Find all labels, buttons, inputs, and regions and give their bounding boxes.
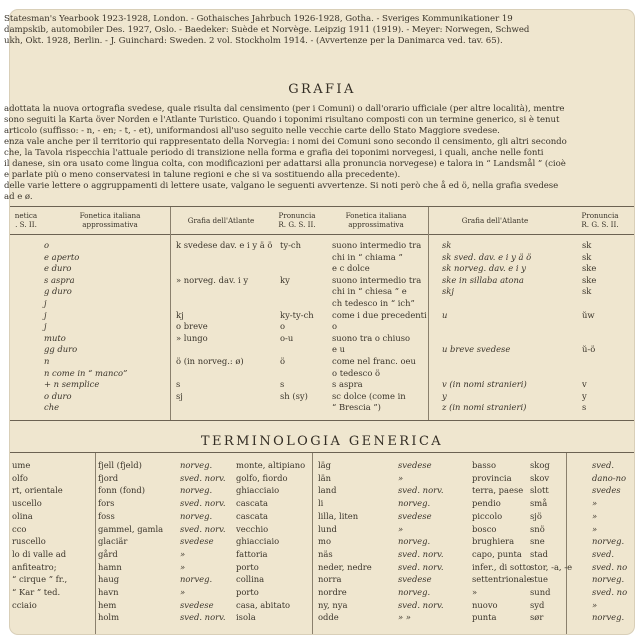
term-meaning: punta (472, 612, 497, 623)
table-header: netica . S. II. (14, 211, 38, 229)
grafia-title: GRAFIA (288, 82, 356, 97)
term-word: små (530, 498, 548, 509)
term-word: glaciär (98, 536, 128, 547)
term-word: lilla, liten (318, 510, 359, 521)
grafia-text-line: e parlate più o meno conservatesi in talune regioni e che si va sostituendo alla precedente). (4, 170, 401, 180)
table-cell: sc dolce (come in (332, 390, 406, 401)
term-meaning: ghiacciaio (236, 536, 280, 547)
term-language: norveg. (398, 587, 431, 597)
table-cell: v (582, 379, 587, 390)
term-word: gård (98, 548, 118, 559)
document-page (4, 10, 634, 634)
term-word: neder, nedre (318, 561, 372, 572)
terminology-column-rule (312, 453, 313, 634)
term-language: svedese (398, 460, 432, 470)
term-meaning: olfo (12, 472, 28, 483)
term-word: sør (530, 612, 544, 623)
term-meaning: brughiera (472, 536, 515, 547)
terminology-column-rule (566, 453, 567, 634)
term-language: sved. norv. (398, 599, 444, 610)
term-meaning: ume (12, 460, 31, 470)
reference-line: ukh, Okt. 1928, Berlin. - J. Guinchard: Sweden. 2 vol. Stockholm 1914. - (Avvertenze per la Danimarca ved. tav. 65). (4, 36, 503, 46)
term-language: sved. norv. (398, 561, 444, 572)
term-language: svedes (592, 485, 621, 496)
term-word: hamn (98, 561, 122, 572)
term-meaning: casa, abitato (236, 599, 291, 610)
table-cell: j (44, 321, 47, 332)
grafia-text-line: articolo (suffisso: - n, - en; - t, - et), uniformandosi all'uso seguito nelle vecchie carte dello Stato Maggiore svedese. (4, 126, 500, 136)
term-meaning: capo, punta (472, 548, 522, 559)
table-cell: » norveg. dav. i y (176, 274, 249, 285)
term-meaning: golfo, fiordo (236, 472, 288, 483)
table-header: Pronuncia R. G. S. II. (581, 211, 619, 229)
term-language: norveg. (180, 460, 213, 470)
table-cell: s (176, 379, 181, 390)
table-cell: come nel franc. oeu (332, 356, 416, 366)
term-language: dano-no (592, 472, 627, 483)
term-word: skov (530, 472, 550, 483)
term-word: näs (318, 548, 333, 559)
term-word: hem (98, 599, 117, 610)
term-language: » (592, 498, 598, 509)
table-cell: sj (176, 390, 183, 401)
term-language: svedese (180, 536, 214, 547)
table-cell: ŭ-ö (582, 344, 596, 355)
term-meaning: ruscello (12, 536, 46, 547)
table-cell: o (44, 240, 50, 250)
term-meaning: » (472, 587, 478, 597)
term-language: norveg. (398, 536, 431, 547)
term-meaning: “ Kar ” ted. (12, 587, 61, 597)
term-word: syd (530, 599, 545, 610)
term-language: » (180, 561, 186, 572)
terminology-rule (10, 452, 634, 453)
term-meaning: cciaio (12, 599, 37, 610)
term-language: norveg. (592, 574, 625, 585)
term-word: slott (530, 485, 549, 496)
term-language: svedese (398, 574, 432, 585)
table-cell: e aperto (44, 251, 80, 262)
term-meaning: cco (12, 523, 27, 534)
table-cell: ch tedesco in “ ich” (332, 298, 415, 308)
table-cell: suono tra o chiuso (332, 332, 411, 343)
term-language: sved. norv. (180, 472, 226, 483)
term-meaning: monte, altipiano (236, 460, 306, 470)
table-cell: u (442, 309, 448, 320)
term-meaning: piccolo (472, 510, 503, 521)
table-cell: sh (sy) (280, 390, 308, 401)
table-cell: sk (442, 240, 452, 250)
table-header-rule (10, 234, 634, 235)
table-cell: sk (582, 286, 592, 297)
term-meaning: porto (236, 561, 259, 572)
term-language: norveg. (592, 536, 625, 547)
term-word: sund (530, 587, 551, 597)
term-word: li (318, 498, 324, 509)
table-cell: e duro (44, 263, 72, 274)
term-word: stue (530, 574, 549, 585)
term-language: » (592, 599, 598, 610)
table-cell: e c dolce (332, 263, 370, 274)
term-word: nordre (318, 587, 347, 597)
term-meaning: collina (236, 574, 265, 585)
term-word: stor, -a, -e (530, 561, 573, 572)
table-header: Fonetica italiana approssimativa (345, 211, 407, 229)
table-cell: ty-ch (280, 240, 302, 250)
table-top-rule (10, 206, 634, 207)
term-word: fjord (98, 472, 119, 483)
term-meaning: pendio (472, 498, 501, 509)
table-cell: + n semplice (44, 379, 100, 390)
table-cell: o-u (280, 332, 294, 343)
table-cell: gg duro (44, 344, 78, 355)
table-cell: sk sved. dav. e i y ä ö (442, 251, 532, 262)
term-language: norveg. (180, 510, 213, 521)
table-cell: v (in nomi stranieri) (442, 379, 527, 390)
term-language: norveg. (398, 498, 431, 509)
term-word: fors (98, 498, 115, 509)
term-meaning: uscello (12, 498, 42, 509)
term-word: fjell (fjeld) (98, 460, 142, 470)
reference-line: Statesman's Yearbook 1923-1928, London. - Gothaisches Jahrbuch 1926-1928, Gotha. - Sveriges Kommunikationer 19 (4, 14, 513, 24)
term-language: norveg. (592, 612, 625, 623)
table-cell: kj (176, 309, 184, 320)
table-cell: y (582, 390, 587, 401)
term-word: skog (530, 460, 550, 470)
table-cell: y (442, 390, 447, 401)
table-cell: s (280, 379, 285, 390)
term-language: sved. norv. (398, 548, 444, 559)
table-cell: muto (44, 332, 66, 343)
table-cell: ö (280, 356, 286, 366)
table-cell: come i due precedenti (332, 309, 427, 320)
table-cell: o (332, 321, 338, 332)
term-word: län (318, 472, 332, 483)
term-word: lund (318, 523, 337, 534)
term-language: » » (398, 612, 411, 623)
term-meaning: “ cirque ” fr., (12, 574, 68, 585)
term-language: » (180, 548, 186, 559)
table-cell: sk norveg. dav. e i y (442, 263, 526, 274)
table-cell: n (44, 356, 50, 366)
term-meaning: cascata (236, 498, 269, 509)
table-cell: z (in nomi stranieri) (442, 402, 527, 413)
table-cell: o (280, 321, 286, 332)
term-language: sved. norv. (180, 612, 226, 623)
term-language: svedese (180, 599, 214, 610)
term-word: foss (98, 510, 115, 521)
term-meaning: provincia (472, 472, 512, 483)
table-cell: chi in “ chiesa ” e (332, 286, 407, 297)
table-cell: s aspra (332, 379, 363, 390)
table-cell: che (44, 402, 60, 413)
table-cell: ŭw (582, 309, 595, 320)
table-header: Pronuncia R. G. S. II. (278, 211, 316, 229)
term-meaning: lo di valle ad (12, 548, 67, 559)
table-header: Fonetica italiana approssimativa (79, 211, 141, 229)
terminology-title: TERMINOLOGIA GENERICA (200, 434, 444, 449)
term-language: » (592, 523, 598, 534)
table-cell: “ Brescia ”) (332, 402, 381, 413)
term-word: gammel, gamla (98, 523, 164, 534)
term-word: ny, nya (318, 599, 348, 610)
term-meaning: bosco (472, 523, 497, 534)
term-language: » (592, 510, 598, 521)
term-meaning: olina (12, 510, 33, 521)
term-meaning: nuovo (472, 599, 498, 610)
table-cell: g duro (44, 286, 72, 297)
term-language: sved. no (592, 587, 628, 597)
table-column-rule (428, 207, 429, 420)
term-language: sved. (592, 460, 615, 470)
term-word: mo (318, 536, 331, 547)
term-word: havn (98, 587, 119, 597)
term-word: sjö (530, 510, 542, 521)
table-cell: s (582, 402, 587, 413)
grafia-text-line: il danese, sin ora usato come lingua colta, con modificazioni per adattarsi alla pronuncia norvegese) e talora in “ Landsmål ” (cioè (4, 159, 566, 169)
term-meaning: rt, orientale (12, 485, 63, 496)
table-cell: chi in “ chiama ” (332, 251, 403, 262)
table-header: Grafia dell'Atlante (187, 216, 255, 225)
table-cell: ske (582, 274, 597, 285)
term-word: odde (318, 612, 339, 623)
table-cell: k svedese dav. e i y ä ö (176, 240, 273, 250)
table-cell: suono intermedio tra (332, 274, 422, 285)
table-cell: sk (582, 240, 592, 250)
term-language: sved. norv. (398, 485, 444, 496)
table-cell: s aspra (44, 274, 75, 285)
term-language: norveg. (180, 485, 213, 496)
table-cell: ske in sillaba atona (442, 274, 524, 285)
term-meaning: cascata (236, 510, 269, 521)
term-meaning: anfiteatro; (12, 561, 57, 572)
table-cell: ske (582, 263, 597, 274)
table-cell: suono intermedio tra (332, 240, 422, 250)
table-cell: o breve (176, 321, 208, 332)
term-meaning: vecchio (236, 523, 269, 534)
term-language: » (180, 587, 186, 597)
table-cell: o tedesco ö (332, 367, 381, 378)
term-language: sved. norv. (180, 523, 226, 534)
term-word: holm (98, 612, 120, 623)
term-word: stad (530, 548, 549, 559)
table-cell: n come in “ manco” (44, 367, 128, 378)
term-word: haug (98, 574, 120, 585)
term-meaning: basso (472, 460, 496, 470)
table-bottom-rule (10, 420, 634, 421)
term-meaning: settentrionale (472, 574, 532, 585)
term-meaning: isola (236, 612, 256, 623)
table-column-rule (170, 207, 171, 420)
terminology-column-rule (95, 453, 96, 634)
table-cell: u breve svedese (442, 344, 511, 355)
term-meaning: infer., di sotto (472, 561, 532, 572)
term-word: läg (318, 460, 332, 470)
term-language: norveg. (180, 574, 213, 585)
grafia-text-line: che, la Tavola rispecchia l'attuale periodo di transizione nella forma e grafia dei toponimi norvegesi, i quali, anche nelle fonti (4, 148, 544, 158)
grafia-text-line: delle varie lettere o aggruppamenti di lettere usate, valgano le seguenti avvertenze. Si noti però che å ed ö, nella grafia svedese (4, 181, 559, 191)
table-header: Grafia dell'Atlante (461, 216, 529, 225)
term-word: norra (318, 574, 342, 585)
term-language: » (398, 523, 404, 534)
grafia-text-line: adottata la nuova ortografia svedese, quale risulta dal censimento (per i Comuni) o dall'orario ufficiale (per altre località), mentre (4, 104, 565, 114)
table-cell: sk (582, 251, 592, 262)
map-page-card (4, 10, 634, 634)
term-meaning: porto (236, 587, 259, 597)
table-cell: ö (in norveg.: ø) (176, 356, 244, 366)
reference-line: dampskib, automobiler Des. 1927, Oslo. - Baedeker: Suède et Norvège. Leipzig 1911 (1919). - Meyer: Norwegen, Schwed (4, 25, 530, 35)
table-cell: skj (442, 286, 454, 297)
term-meaning: ghiacciaio (236, 485, 280, 496)
term-meaning: terra, paese (472, 485, 524, 496)
term-meaning: fattoria (236, 548, 268, 559)
term-language: sved. norv. (180, 498, 226, 509)
table-cell: » lungo (176, 332, 208, 343)
table-cell: ky (280, 274, 290, 285)
term-word: fonn (fond) (98, 485, 146, 496)
table-cell: j (44, 298, 47, 308)
grafia-text-line: ad e ø. (4, 192, 33, 202)
term-word: sne (530, 536, 545, 547)
table-cell: o duro (44, 390, 72, 401)
table-cell: ky-ty-ch (280, 309, 314, 320)
term-word: snö (530, 523, 545, 534)
table-cell: j (44, 309, 47, 320)
term-language: sved. no (592, 561, 628, 572)
term-language: sved. (592, 548, 615, 559)
grafia-text-line: enza vale anche per il territorio qui rappresentato della Norvegia: i nomi dei Comuni sono secondo il censimento, gli altri secondo (4, 137, 567, 147)
table-cell: e u (332, 344, 346, 355)
term-word: land (318, 485, 337, 496)
grafia-text-line: sono seguiti la Karta över Norden e l'Atlante Turistico. Quando i toponimi risultano composti con un termine generico, si è tenut (4, 115, 560, 125)
term-language: svedese (398, 510, 432, 521)
term-language: » (398, 472, 404, 483)
